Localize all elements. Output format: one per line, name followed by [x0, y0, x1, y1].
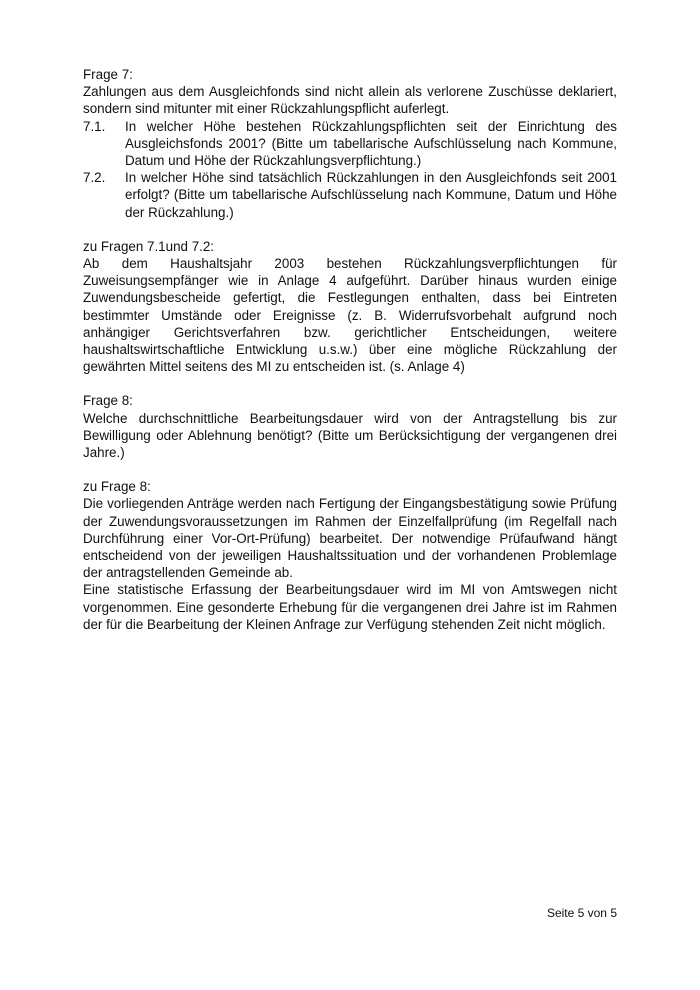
spacer [83, 461, 617, 478]
question-7-1-text: In welcher Höhe bestehen Rückzahlungspflichten seit der Einrichtung des Ausgleichsfonds 2001? (Bitte um tabellarische Aufschlüsselung nach Kommune, Datum und Höhe der Rückzahlungsverpflichtung.) [125, 118, 617, 169]
question-7-2-number: 7.2. [83, 170, 106, 186]
page-number: Seite 5 von 5 [546, 906, 617, 920]
spacer [83, 375, 617, 392]
question-7-intro: Zahlungen aus dem Ausgleichfonds sind nicht allein als verlorene Zuschüsse deklariert, sondern sind mitunter mit einer Rückzahlungspflicht auferlegt. [83, 84, 617, 117]
question-8-text: Welche durchschnittliche Bearbeitungsdauer wird von der Antragstellung bis zur Bewilligung oder Ablehnung benötigt? (Bitte um Berücksichtigung der vergangenen drei Jahre.) [83, 410, 617, 461]
answer-8-text-1: Die vorliegenden Anträge werden nach Fertigung der Eingangsbestätigung sowie Prüfung der Zuwendungsvoraussetzungen im Rahmen der Einzelfallprüfung (im Regelfall nach Durchführung einer Vor-Ort-Prüfung) bearbeitet. Der notwendige Prüfaufwand hängt entscheidend von der jeweiligen Haushaltssituation und der vorhandenen Problemlage der antragstellenden Gemeinde ab. [83, 496, 617, 581]
answer-8-text-2: Eine statistische Erfassung der Bearbeitungsdauer wird im MI von Amtswegen nicht vorgenommen. Eine gesonderte Erhebung für die vergangenen drei Jahre ist im Rahmen der für die Bearbeitung der Kleinen Anfrage zur Verfügung stehenden Zeit nicht möglich. [83, 582, 617, 632]
question-7-2 [83, 169, 617, 221]
spacer [83, 221, 617, 238]
question-8-heading: Frage 8: [83, 393, 133, 409]
answer-7-heading: zu Fragen 7.1und 7.2: [83, 238, 215, 254]
answer-8-heading: zu Frage 8: [83, 479, 151, 495]
question-7-1 [83, 118, 617, 170]
question-7-2-text: In welcher Höhe sind tatsächlich Rückzahlungen in den Ausgleichfonds seit 2001 erfolgt? (Bitte um tabellarische Aufschlüsselung nach Kommune, Datum und Höhe der Rückzahlung.) [125, 170, 617, 220]
question-7-1-number: 7.1. [83, 118, 106, 134]
question-7-heading: Frage 7: [83, 67, 133, 82]
answer-7-text: Ab dem Haushaltsjahr 2003 bestehen Rückzahlungsverpflichtungen für Zuweisungsempfänger wie in Anlage 4 aufgeführt. Darüber hinaus wurden einige Zuwendungsbescheide gefertigt, die Festlegungen enthalten, dass bei Eintreten bestimmter Umstände oder Ereignisse (z. B. Widerrufsvorbehalt aufgrund noch anhängiger Gerichtsverfahren bzw. gerichtlicher Entscheidungen, weitere haushaltswirtschaftliche Entwicklung u.s.w.) über eine mögliche Rückzahlung der gewährten Mittel seitens des MI zu entscheiden ist. (s. Anlage 4) [83, 256, 617, 375]
document-body [83, 66, 617, 633]
